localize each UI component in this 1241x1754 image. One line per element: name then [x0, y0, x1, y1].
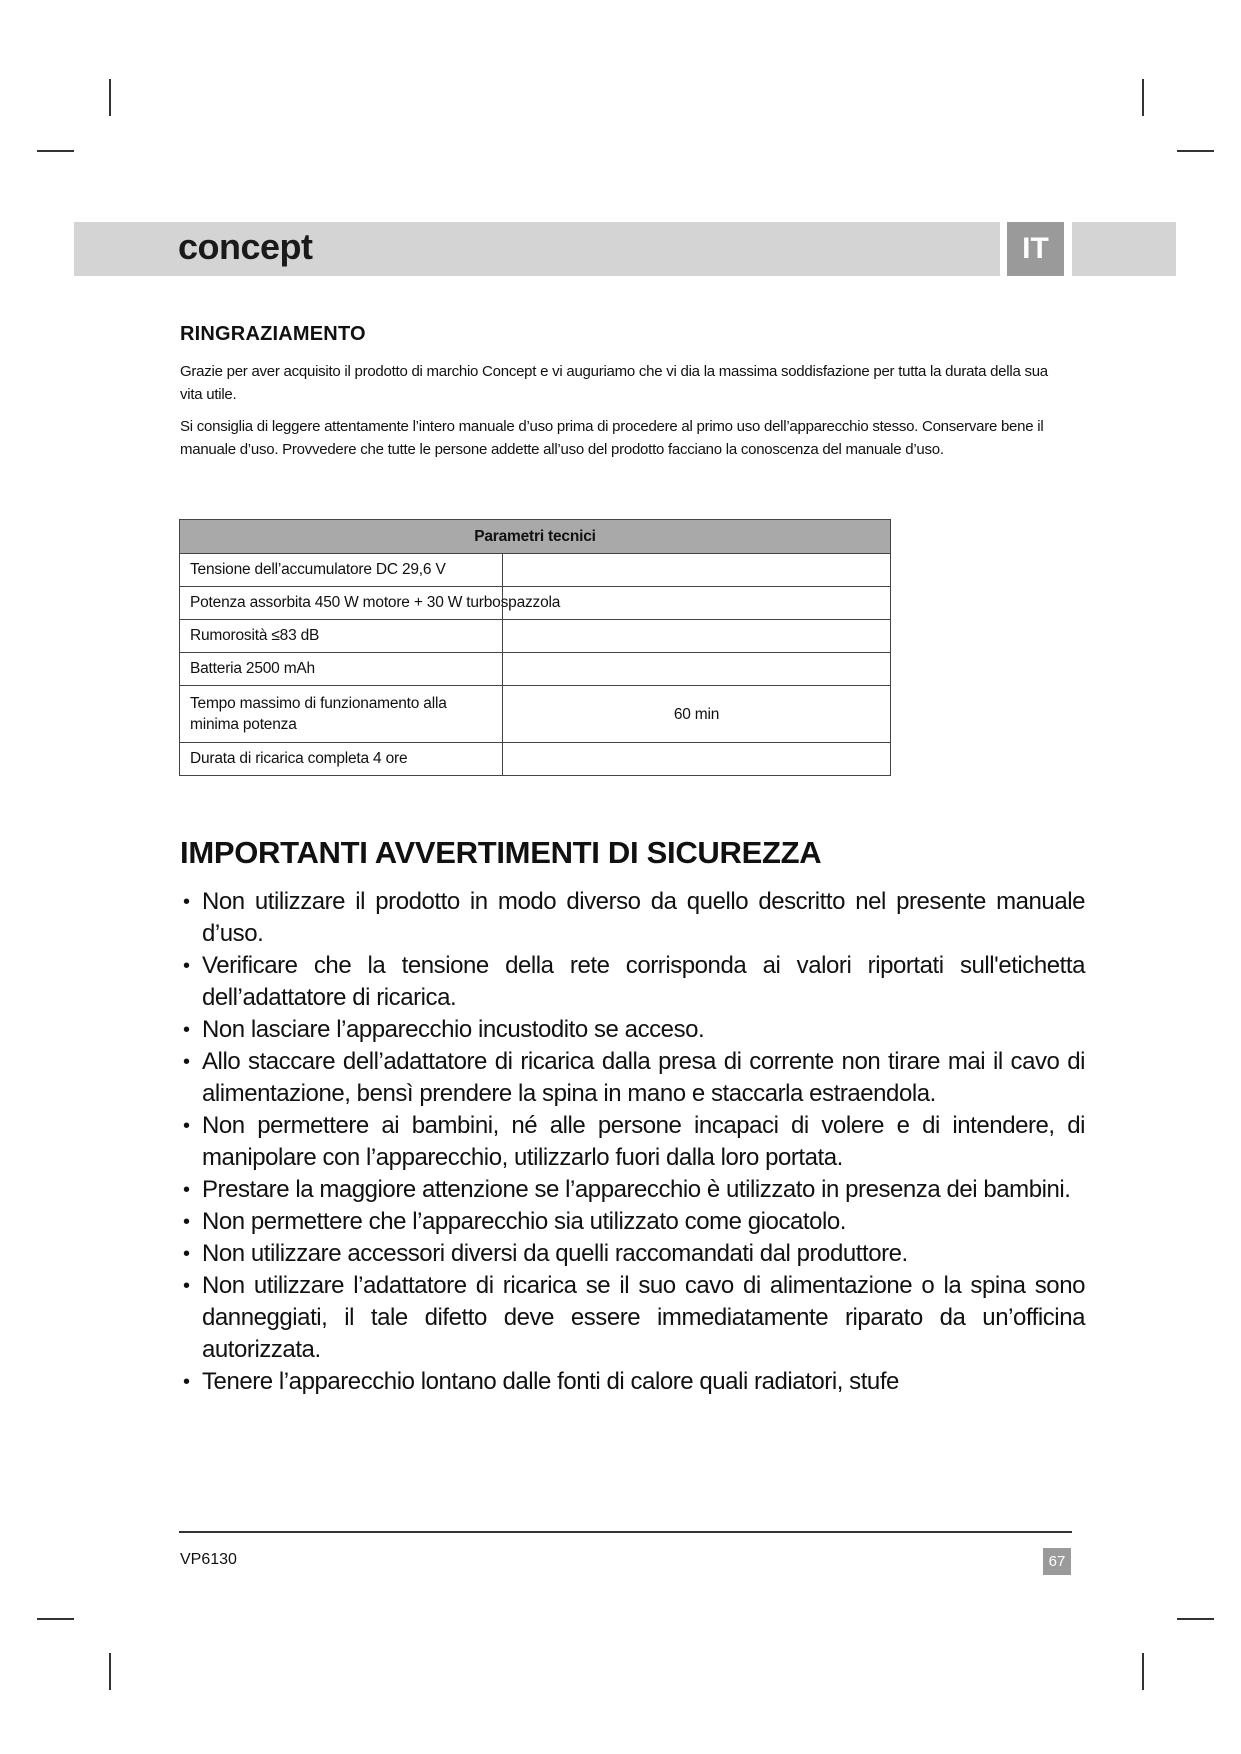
- section-heading: RINGRAZIAMENTO: [180, 323, 366, 345]
- crop-mark: [1177, 150, 1214, 152]
- param-value: [503, 554, 891, 587]
- language-badge: IT: [1007, 222, 1064, 276]
- list-item: • Non utilizzare il prodotto in modo diverso da quello descritto nel presente manuale d’uso.: [180, 886, 1085, 950]
- param-label: Durata di ricarica completa 4 ore: [180, 743, 503, 776]
- safety-list: [180, 886, 1085, 1398]
- table-row: [180, 743, 891, 776]
- table-row: [180, 620, 891, 653]
- crop-mark: [1142, 1653, 1144, 1690]
- list-item: • Non permettere che l’apparecchio sia utilizzato come giocatolo.: [180, 1206, 1085, 1238]
- table-row: [180, 587, 891, 620]
- crop-mark: [37, 150, 74, 152]
- table-header: Parametri tecnici: [180, 520, 891, 554]
- param-label: Tensione dell’accumulatore DC 29,6 V: [180, 554, 503, 587]
- param-value: [503, 620, 891, 653]
- page-number: 67: [1043, 1548, 1071, 1575]
- list-item: • Tenere l’apparecchio lontano dalle fonti di calore quali radiatori, stufe: [180, 1366, 1085, 1398]
- list-item: • Prestare la maggiore attenzione se l’apparecchio è utilizzato in presenza dei bambini.: [180, 1174, 1085, 1206]
- table-row: [180, 653, 891, 686]
- list-item: • Non permettere ai bambini, né alle persone incapaci di volere e di intendere, di manipolare con l’apparecchio, utilizzarlo fuori dalla loro portata.: [180, 1110, 1085, 1174]
- param-value: [503, 587, 891, 620]
- param-label: Tempo massimo di funzionamento alla minima potenza: [180, 686, 503, 743]
- model-number: VP6130: [180, 1551, 237, 1568]
- safety-heading: IMPORTANTI AVVERTIMENTI DI SICUREZZA: [180, 835, 822, 870]
- intro-paragraph: Grazie per aver acquisito il prodotto di marchio Concept e vi auguriamo che vi dia la massima soddisfazione per tutta la durata della sua vita utile.: [180, 363, 1048, 403]
- param-value: 60 min: [503, 686, 891, 743]
- param-value: [503, 653, 891, 686]
- list-item: • Non utilizzare l’adattatore di ricarica se il suo cavo di alimentazione o la spina sono danneggiati, il tale difetto deve essere immediatamente riparato da un’officina autorizzata.: [180, 1270, 1085, 1366]
- crop-mark: [109, 1653, 111, 1690]
- crop-mark: [109, 79, 111, 116]
- param-value: [503, 743, 891, 776]
- table-row: [180, 554, 891, 587]
- crop-mark: [1142, 79, 1144, 116]
- technical-parameters-table: [179, 519, 891, 776]
- header-bar-end: [1072, 222, 1176, 276]
- list-item: • Allo staccare dell’adattatore di ricarica dalla presa di corrente non tirare mai il cavo di alimentazione, bensì prendere la spina in mano e staccarla estraendola.: [180, 1046, 1085, 1110]
- param-label: Batteria 2500 mAh: [180, 653, 503, 686]
- brand-logo: concept: [178, 226, 313, 267]
- intro-paragraph: Si consiglia di leggere attentamente l’intero manuale d’uso prima di procedere al primo uso dell’apparecchio stesso. Conservare bene il manuale d’uso. Provvedere che tutte le persone addette all’uso del prodotto facciano la conoscenza del manuale d’uso.: [180, 418, 1044, 458]
- param-label: Rumorosità ≤83 dB: [180, 620, 503, 653]
- list-item: • Non utilizzare accessori diversi da quelli raccomandati dal produttore.: [180, 1238, 1085, 1270]
- table-row: [180, 686, 891, 743]
- crop-mark: [37, 1618, 74, 1620]
- param-label: Potenza assorbita 450 W motore + 30 W turbospazzola: [190, 594, 561, 611]
- list-item: • Verificare che la tensione della rete corrisponda ai valori riportati sull'etichetta dell’adattatore di ricarica.: [180, 950, 1085, 1014]
- footer-divider: [179, 1531, 1072, 1533]
- crop-mark: [1177, 1618, 1214, 1620]
- list-item: • Non lasciare l’apparecchio incustodito se acceso.: [180, 1014, 1085, 1046]
